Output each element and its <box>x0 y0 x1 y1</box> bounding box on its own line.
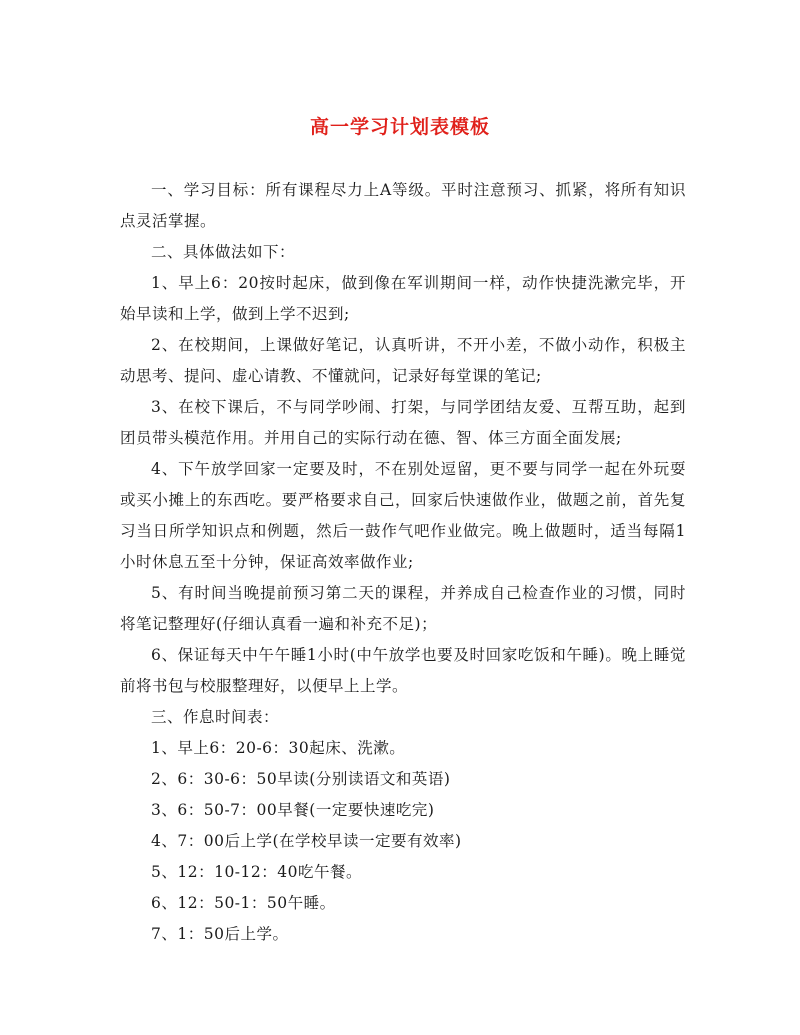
paragraph-method-3: 3、在校下课后，不与同学吵闹、打架，与同学团结友爱、互帮互助，起到团员带头模范作用。并用自己的实际行动在德、智、体三方面全面发展; <box>120 398 686 447</box>
schedule-item-5: 5、12：10-12：40吃午餐。 <box>151 863 362 881</box>
schedule-item-2: 2、6：30-6：50早读(分别读语文和英语) <box>151 770 451 788</box>
paragraph-method-5: 5、有时间当晚提前预习第二天的课程，并养成自己检查作业的习惯，同时将笔记整理好(仔细认真看一遍和补充不足)； <box>120 584 686 633</box>
paragraph-method-2: 2、在校期间，上课做好笔记，认真听讲，不开小差，不做小动作，积极主动思考、提问、虚心请教、不懂就问，记录好每堂课的笔记; <box>120 336 686 385</box>
document-body <box>120 175 686 950</box>
paragraph-schedule-heading: 三、作息时间表： <box>151 708 280 726</box>
document-title: 高一学习计划表模板 <box>309 116 490 138</box>
paragraph-method-4: 4、下午放学回家一定要及时，不在别处逗留，更不要与同学一起在外玩耍或买小摊上的东西吃。要严格要求自己，回家后快速做作业，做题之前，首先复习当日所学知识点和例题，然后一鼓作气吧作业做完。晚上做题时，适当每隔1小时休息五至十分钟，保证高效率做作业; <box>120 460 686 571</box>
paragraph-study-goal: 一、学习目标：所有课程尽力上A等级。平时注意预习、抓紧，将所有知识点灵活掌握。 <box>120 181 686 230</box>
schedule-item-1: 1、早上6：20-6：30起床、洗漱。 <box>151 739 406 757</box>
schedule-item-4: 4、7：00后上学(在学校早读一定要有效率) <box>151 832 462 850</box>
schedule-item-6: 6、12：50-1：50午睡。 <box>151 894 336 912</box>
paragraph-methods-heading: 二、具体做法如下： <box>151 243 296 261</box>
paragraph-method-6: 6、保证每天中午午睡1小时(中午放学也要及时回家吃饭和午睡)。晚上睡觉前将书包与校服整理好，以便早上上学。 <box>120 646 686 695</box>
schedule-item-3: 3、6：50-7：00早餐(一定要快速吃完) <box>151 801 435 819</box>
paragraph-method-1: 1、早上6：20按时起床，做到像在军训期间一样，动作快捷洗漱完毕，开始早读和上学，做到上学不迟到; <box>120 274 686 323</box>
schedule-item-7: 7、1：50后上学。 <box>151 925 289 943</box>
